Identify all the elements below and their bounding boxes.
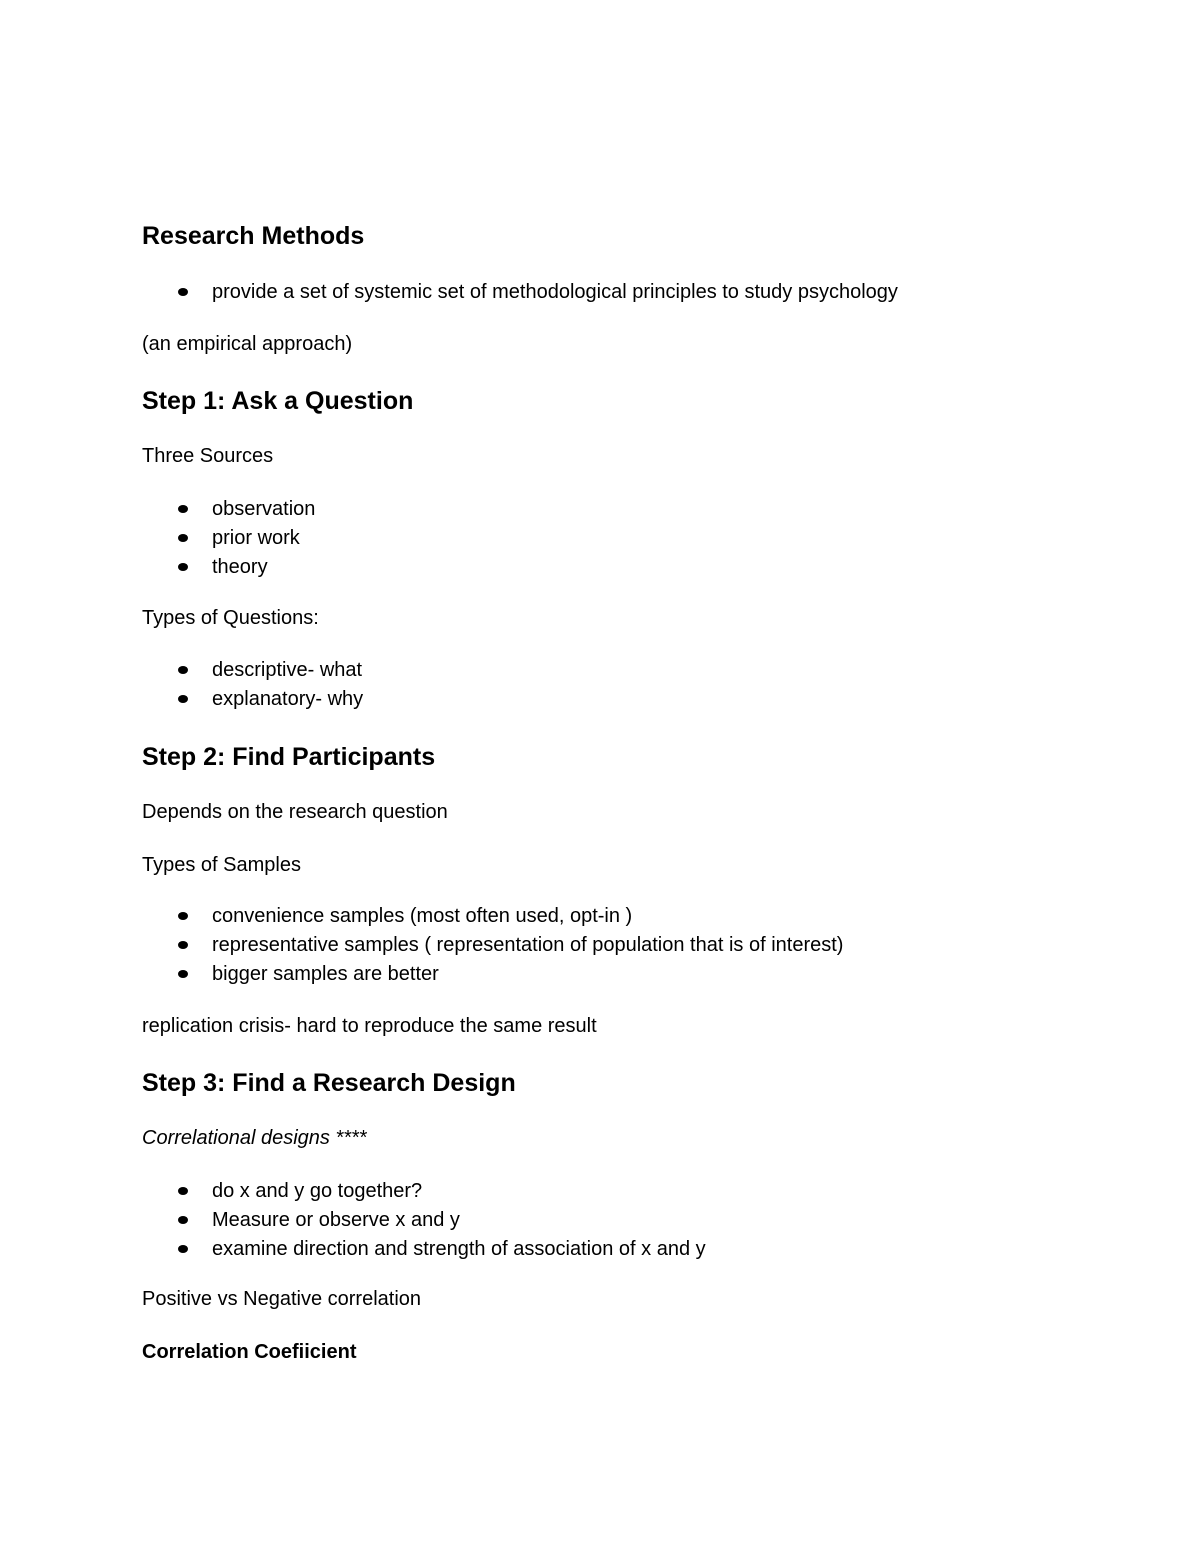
- step1-types-label: Types of Questions:: [142, 607, 319, 629]
- step1-types-list: [142, 658, 363, 716]
- list-item: Measure or observe x and y: [142, 1208, 706, 1237]
- step3-designs-label: Correlational designs ****: [142, 1127, 367, 1149]
- list-item: examine direction and strength of association of x and y: [142, 1237, 706, 1266]
- list-item: representative samples ( representation of population that is of interest): [142, 933, 843, 962]
- list-item: explanatory- why: [142, 687, 363, 716]
- bullet-icon: [178, 534, 188, 542]
- step2-samples-list: [142, 904, 843, 991]
- step1-heading: Step 1: Ask a Question: [142, 387, 414, 415]
- bullet-icon: [178, 666, 188, 674]
- bullet-icon: [178, 1216, 188, 1224]
- list-item: descriptive- what: [142, 658, 363, 687]
- list-item: provide a set of systemic set of methodological principles to study psychology: [142, 280, 898, 309]
- list-item: prior work: [142, 526, 315, 555]
- step3-heading: Step 3: Find a Research Design: [142, 1069, 516, 1097]
- list-item: observation: [142, 497, 315, 526]
- bullet-icon: [178, 1187, 188, 1195]
- step3-correlation-note: Positive vs Negative correlation: [142, 1288, 422, 1310]
- step2-note: Depends on the research question: [142, 801, 448, 823]
- bullet-icon: [178, 970, 188, 978]
- step2-heading: Step 2: Find Participants: [142, 743, 436, 771]
- bullet-icon: [178, 505, 188, 513]
- list-item: bigger samples are better: [142, 962, 843, 991]
- bullet-icon: [178, 912, 188, 920]
- bullet-icon: [178, 695, 188, 703]
- document-title: Research Methods: [142, 222, 365, 250]
- bullet-icon: [178, 941, 188, 949]
- intro-bullet-list: [142, 280, 898, 309]
- step1-sources-list: [142, 497, 315, 584]
- intro-note: (an empirical approach): [142, 333, 353, 355]
- step1-sources-label: Three Sources: [142, 445, 274, 467]
- step3-designs-list: [142, 1179, 706, 1266]
- step2-samples-label: Types of Samples: [142, 854, 301, 876]
- list-item: convenience samples (most often used, opt-in ): [142, 904, 843, 933]
- list-item: do x and y go together?: [142, 1179, 706, 1208]
- bullet-icon: [178, 563, 188, 571]
- correlation-coefficient-heading: Correlation Coefiicient: [142, 1341, 357, 1363]
- step2-replication-note: replication crisis- hard to reproduce the same result: [142, 1015, 597, 1037]
- bullet-icon: [178, 288, 188, 296]
- bullet-icon: [178, 1245, 188, 1253]
- list-item: theory: [142, 555, 315, 584]
